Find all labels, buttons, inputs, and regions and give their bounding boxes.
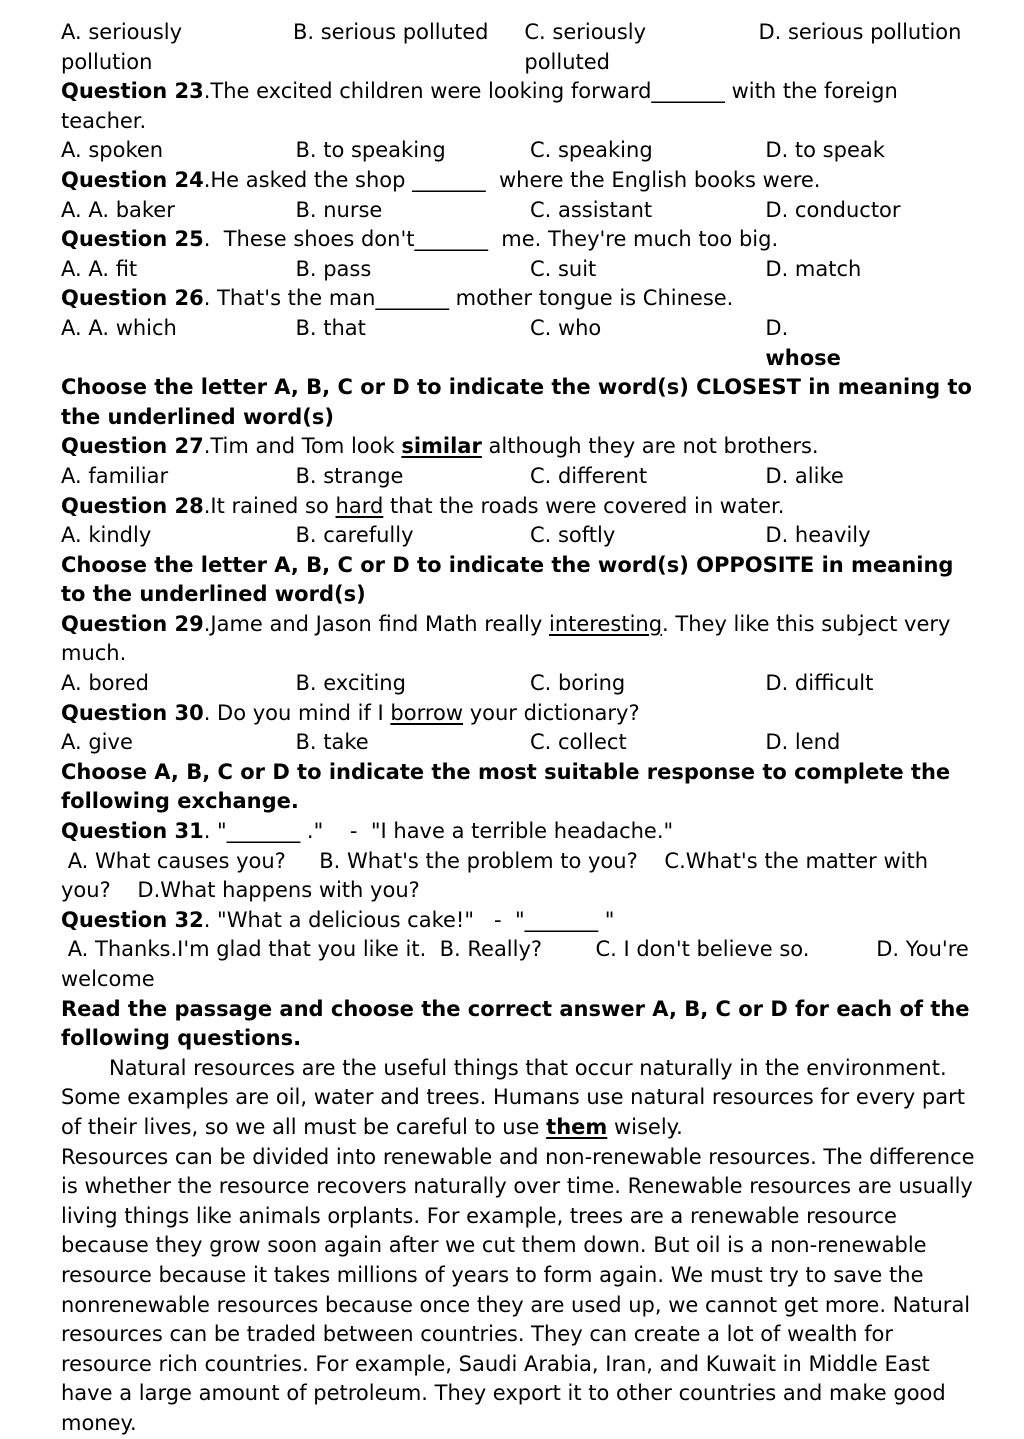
q24-option-d[interactable]: D. conductor [765,197,901,222]
q23-options [61,136,984,166]
q26-options [61,314,984,373]
q29-option-b[interactable]: B. exciting [295,671,406,696]
q31-text: . "_______ ." - "I have a terrible headache." [203,819,674,844]
q22-option-a[interactable]: A. seriously pollution [61,20,183,74]
q23-text: .The excited children were looking forward_______ with the foreign teacher. [61,79,905,133]
q24-options [61,196,984,226]
q27-option-b[interactable]: B. strange [295,463,404,488]
q25-label: Question 25 [61,227,204,252]
q29-options [61,669,984,699]
q28-stem [61,492,984,522]
q28-label: Question 28 [61,493,204,518]
q27-pre: .Tim and Tom look [203,434,402,459]
q27-option-a[interactable]: A. familiar [61,463,169,488]
q26-option-b[interactable]: B. that [295,315,366,340]
q25-option-c[interactable]: C. suit [529,256,597,281]
q24-text: .He asked the shop _______ where the English books were. [203,167,821,192]
q25-option-a[interactable]: A. A. fit [61,256,138,281]
q30-option-a[interactable]: A. give [61,730,133,755]
q29-underlined-word: interesting [549,611,663,636]
q28-post: that the roads were covered in water. [383,493,785,518]
q23-option-b[interactable]: B. to speaking [295,138,446,163]
q32-stem [61,906,984,936]
q32-options[interactable]: A. Thanks.I'm glad that you like it. B. Really? C. I don't believe so. D. You're welcome [61,937,976,991]
q25-option-d[interactable]: D. match [765,256,862,281]
section-heading-passage: Read the passage and choose the correct answer A, B, C or D for each of the following questions. [61,996,970,1051]
q26-option-a[interactable]: A. A. which [61,315,177,340]
passage-p1-pre: Natural resources are the useful things that occur naturally in the environment. Some examples are oil, water and trees. Humans use natural resources for every part of their lives, so we all must be careful to use [61,1055,972,1139]
q22-option-b[interactable]: B. serious polluted [292,20,489,44]
q25-text: . These shoes don't_______ me. They're much too big. [203,227,779,252]
passage-p1-post: wisely. [607,1114,683,1139]
q24-label: Question 24 [61,167,204,192]
q27-underlined-word: similar [401,434,482,459]
q30-option-d[interactable]: D. lend [765,730,841,755]
q29-label: Question 29 [61,611,204,636]
q32-text: . "What a delicious cake!" - "_______ " [203,907,615,932]
q28-options [61,521,984,551]
q28-option-a[interactable]: A. kindly [61,523,152,548]
q32-label: Question 32 [61,907,204,932]
q31-label: Question 31 [61,819,204,844]
q29-stem [61,610,984,669]
q29-post: . They like this subject very much. [61,611,958,666]
q30-options [61,728,984,758]
q24-stem [61,166,984,196]
q31-options[interactable]: A. What causes you? B. What's the problem to you? C.What's the matter with you? D.What happens with you? [61,848,935,903]
q30-option-b[interactable]: B. take [295,730,369,755]
q25-stem [61,225,984,255]
q25-options [61,255,984,285]
q26-text: . That's the man_______ mother tongue is Chinese. [203,286,734,311]
q27-stem [61,432,984,462]
q29-option-c[interactable]: C. boring [529,671,626,696]
q23-option-c[interactable]: C. speaking [529,138,653,163]
q26-option-d-letter: D. [765,315,789,340]
q23-option-d[interactable]: D. to speak [765,138,885,163]
q26-option-d-word: whose [765,345,841,370]
q30-underlined-word: borrow [390,700,464,725]
q28-option-c[interactable]: C. softly [529,523,616,548]
q27-label: Question 27 [61,434,204,459]
section-heading-opposite: Choose the letter A, B, C or D to indicate the word(s) OPPOSITE in meaning to the underlined word(s) [61,552,954,607]
q26-label: Question 26 [61,286,204,311]
q28-underlined-word: hard [335,493,384,518]
q29-option-a[interactable]: A. bored [61,671,149,696]
q30-pre: . Do you mind if I [203,700,391,725]
q24-option-b[interactable]: B. nurse [295,197,383,222]
q25-option-b[interactable]: B. pass [295,256,372,281]
section-heading-closest: Choose the letter A, B, C or D to indicate the word(s) CLOSEST in meaning to the underlined word(s) [61,375,972,429]
q24-option-c[interactable]: C. assistant [529,197,653,222]
passage-p1-keyword: them [546,1114,608,1139]
q30-option-c[interactable]: C. collect [529,730,627,755]
q29-pre: .Jame and Jason find Math really [203,611,549,636]
q30-post: your dictionary? [463,700,640,725]
q28-option-b[interactable]: B. carefully [295,523,414,548]
q23-stem [61,77,984,136]
q24-option-a[interactable]: A. A. baker [61,197,175,222]
passage-paragraph-2: Resources can be divided into renewable and non-renewable resources. The difference is whether the resource recovers naturally over time. Renewable resources are usually living things like animals orplants. For example, trees are a renewable resource because they grow soon again after we cut them down. But oil is a non-renewable resource because it takes millions of years to form again. We must try to save the nonrenewable resources because once they are used up, we cannot get more. Natural resources can be traded between countries. They can create a lot of wealth for resource rich countries. For example, Saudi Arabia, Iran, and Kuwait in Middle East have a large amount of petroleum. They export it to other countries and make good money. [61,1144,982,1435]
q27-option-c[interactable]: C. different [529,463,648,488]
q27-post: although they are not brothers. [481,434,819,459]
q27-options [61,462,984,492]
q26-option-d[interactable] [765,314,984,373]
q23-label: Question 23 [61,79,204,104]
q23-option-a[interactable]: A. spoken [61,138,164,163]
passage-paragraph-1 [61,1054,984,1143]
q28-option-d[interactable]: D. heavily [765,523,871,548]
q30-stem [61,699,984,729]
q29-option-d[interactable]: D. difficult [765,671,874,696]
q22-option-d[interactable]: D. serious pollution [758,20,962,44]
q26-stem [61,284,984,314]
q30-label: Question 30 [61,700,204,725]
q22-options [61,18,984,77]
q22-option-c[interactable]: C. seriously polluted [524,20,647,74]
q27-option-d[interactable]: D. alike [765,463,844,488]
q28-pre: .It rained so [203,493,336,518]
q31-stem [61,817,984,847]
q26-option-c[interactable]: C. who [529,315,602,340]
section-heading-exchange: Choose A, B, C or D to indicate the most suitable response to complete the following exchange. [61,759,951,814]
